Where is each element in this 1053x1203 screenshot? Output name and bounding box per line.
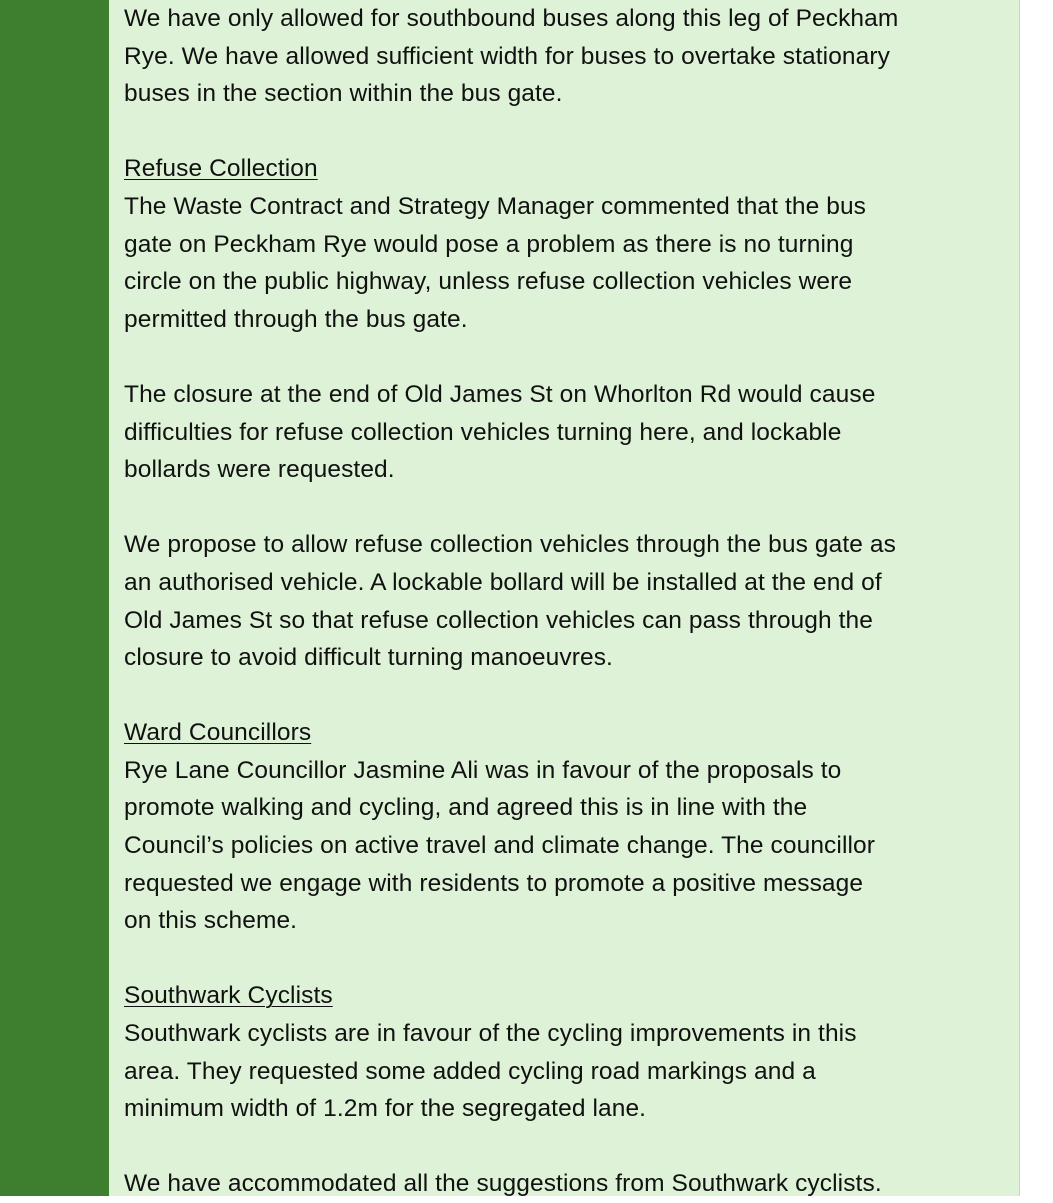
refuse-collection-section	[124, 150, 1014, 338]
paragraph-spacer	[124, 940, 1014, 978]
paragraph-spacer	[124, 113, 1014, 151]
text-line: requested we engage with residents to promote a positive message	[124, 869, 864, 897]
accommodated-paragraph	[124, 1165, 1014, 1203]
text-line: closure to avoid difficult turning manoeuvres.	[124, 644, 613, 672]
section-heading-ward-councillors: Ward Councillors	[124, 719, 312, 747]
text-line: circle on the public highway, unless refuse collection vehicles were	[124, 268, 853, 296]
text-line: We have only allowed for southbound buses along this leg of Peckham	[124, 5, 899, 32]
proposal-paragraph	[124, 526, 1014, 676]
text-line: an authorised vehicle. A lockable bollard will be installed at the end of	[124, 568, 882, 596]
document-body	[124, 0, 1014, 1203]
text-line: difficulties for refuse collection vehicles turning here, and lockable	[124, 418, 842, 446]
text-line: The closure at the end of Old James St on Whorlton Rd would cause	[124, 380, 876, 408]
text-line: permitted through the bus gate.	[124, 305, 468, 333]
text-line: Old James St so that refuse collection vehicles can pass through the	[124, 606, 874, 634]
section-heading-refuse-collection: Refuse Collection	[124, 155, 318, 183]
text-line: gate on Peckham Rye would pose a problem as there is no turning	[124, 230, 854, 258]
ward-councillors-section	[124, 714, 1014, 940]
paragraph-spacer	[124, 489, 1014, 527]
text-line: on this scheme.	[124, 907, 298, 935]
text-line: We have accommodated all the suggestions from Southwark cyclists.	[124, 1170, 882, 1198]
text-line: promote walking and cycling, and agreed this is in line with the	[124, 794, 808, 822]
text-line: The Waste Contract and Strategy Manager commented that the bus	[124, 192, 867, 220]
paragraph-spacer	[124, 338, 1014, 376]
text-line: Southwark cyclists are in favour of the cycling improvements in this	[124, 1020, 857, 1048]
intro-paragraph	[124, 0, 1014, 113]
text-line: buses in the section within the bus gate.	[124, 80, 563, 108]
text-line: Rye Lane Councillor Jasmine Ali was in favour of the proposals to	[124, 756, 842, 784]
text-line: Rye. We have allowed sufficient width for buses to overtake stationary	[124, 42, 890, 70]
left-green-margin-bar	[0, 0, 109, 1196]
text-line: minimum width of 1.2m for the segregated lane.	[124, 1095, 647, 1123]
text-line: We propose to allow refuse collection vehicles through the bus gate as	[124, 531, 896, 559]
text-line: area. They requested some added cycling road markings and a	[124, 1057, 816, 1085]
paragraph-spacer	[124, 1128, 1014, 1166]
paragraph-spacer	[124, 677, 1014, 715]
section-heading-southwark-cyclists: Southwark Cyclists	[124, 982, 333, 1010]
text-line: bollards were requested.	[124, 456, 395, 484]
text-line: Council’s policies on active travel and climate change. The councillor	[124, 832, 876, 860]
closure-paragraph	[124, 376, 1014, 489]
southwark-cyclists-section	[124, 977, 1014, 1127]
